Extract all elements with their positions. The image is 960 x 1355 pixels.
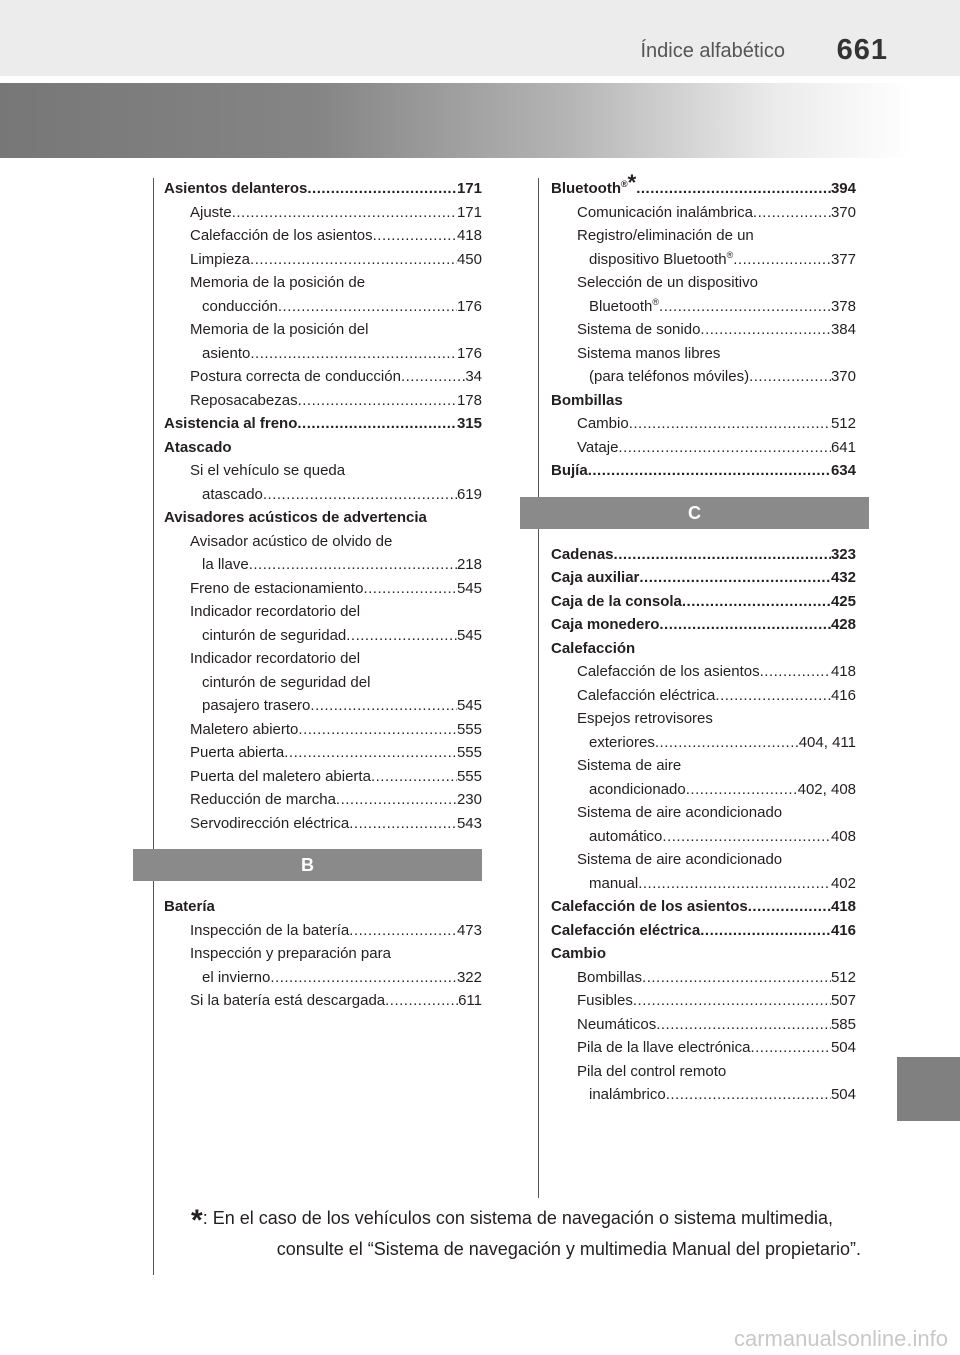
dot-leader <box>349 812 457 836</box>
registered-mark: ® <box>620 179 628 189</box>
entry-term: Postura correcta de conducción <box>190 368 401 385</box>
index-entry[interactable] <box>551 248 856 272</box>
index-heading: Indicador recordatorio del <box>190 603 361 620</box>
index-entry[interactable] <box>551 660 856 684</box>
index-entry[interactable] <box>164 224 482 248</box>
dot-leader <box>633 989 831 1013</box>
entry-page: 555 <box>456 767 482 785</box>
index-heading: Sistema de aire acondicionado <box>577 804 783 821</box>
entry-term: automático <box>589 827 663 845</box>
index-heading: Pila del control remoto <box>577 1062 727 1080</box>
index-heading: Avisadores acústicos de advertencia <box>164 509 427 526</box>
index-entry[interactable] <box>551 731 856 755</box>
entry-term: Limpieza <box>190 250 251 268</box>
index-heading: Sistema manos libres <box>577 344 721 362</box>
entry-page: 428 <box>830 616 856 633</box>
entry-term: Asistencia al freno <box>164 415 298 432</box>
index-entry[interactable] <box>164 812 482 836</box>
entry-page: 171 <box>456 180 482 197</box>
dot-leader <box>753 201 831 225</box>
entry-page: 416 <box>830 921 856 939</box>
entry-page: 585 <box>830 1015 856 1033</box>
index-entry[interactable] <box>551 872 856 896</box>
dot-leader <box>715 684 831 708</box>
entry-page: 378 <box>830 297 856 315</box>
entry-term: Puerta del maletero abierta <box>190 767 371 785</box>
index-entry[interactable] <box>164 177 482 201</box>
index-heading: Selección de un dispositivo <box>577 274 758 291</box>
dot-leader <box>373 224 457 248</box>
index-entry[interactable] <box>164 483 482 507</box>
entry-page: 473 <box>456 921 482 939</box>
entry-page: 370 <box>830 368 856 385</box>
entry-page: 370 <box>830 203 856 221</box>
index-entry[interactable] <box>164 694 482 718</box>
index-entry[interactable] <box>164 765 482 789</box>
entry-term: acondicionado <box>589 780 686 798</box>
index-heading: cinturón de seguridad del <box>202 673 371 691</box>
entry-term: Cadenas <box>551 545 614 563</box>
index-entry[interactable] <box>551 989 856 1013</box>
dot-leader <box>250 248 457 272</box>
dot-leader <box>642 966 831 990</box>
entry-page: 230 <box>456 791 482 808</box>
registered-mark: ® <box>652 296 660 307</box>
entry-page: 504 <box>830 1039 856 1056</box>
entry-term: asiento <box>202 344 251 362</box>
entry-page: 611 <box>458 992 482 1009</box>
index-heading: Registro/eliminación de un <box>577 227 754 244</box>
footnote-star: * <box>627 170 637 195</box>
index-entry[interactable] <box>551 778 856 802</box>
dot-leader <box>639 566 831 590</box>
index-entry[interactable] <box>551 566 856 590</box>
dot-leader <box>750 1036 831 1060</box>
index-entry[interactable] <box>551 1083 856 1107</box>
entry-page: 176 <box>456 344 482 362</box>
index-heading: Cambio <box>551 945 607 962</box>
index-entry[interactable] <box>551 201 856 225</box>
entry-term: manual <box>589 874 639 892</box>
entry-term: Servodirección eléctrica <box>190 814 350 832</box>
entry-page: 507 <box>830 992 856 1009</box>
dot-leader <box>270 966 457 990</box>
entry-term: cinturón de seguridad <box>202 626 347 644</box>
dot-leader <box>629 412 831 436</box>
index-entry[interactable] <box>551 459 856 483</box>
dot-leader <box>310 694 457 718</box>
entry-page: 315 <box>456 415 482 432</box>
dot-leader <box>749 365 831 389</box>
page-number: 661 <box>836 34 888 66</box>
index-entry[interactable] <box>164 966 482 990</box>
entry-page: 512 <box>830 968 856 986</box>
entry-term: Ajuste <box>190 203 232 221</box>
index-entry[interactable] <box>164 295 482 319</box>
entry-term: conducción <box>202 297 278 315</box>
index-block-c <box>551 543 856 1107</box>
dot-leader <box>249 553 457 577</box>
column-rule-left <box>153 178 154 1275</box>
dot-leader <box>298 389 457 413</box>
entry-page: 450 <box>456 250 482 268</box>
index-entry[interactable] <box>551 365 856 389</box>
entry-term: Comunicación inalámbrica <box>577 203 753 221</box>
entry-page: 323 <box>830 545 856 563</box>
entry-page: 555 <box>456 744 482 761</box>
entry-term: pasajero trasero <box>202 697 311 714</box>
index-entry[interactable] <box>551 412 856 436</box>
index-column-left <box>164 177 482 1013</box>
entry-term: Calefacción eléctrica <box>577 686 716 704</box>
entry-page: 634 <box>830 462 856 479</box>
footnote-line-2: consulte el “Sistema de navegación y multimedia Manual del propietario”. <box>276 1239 861 1259</box>
entry-term: Cambio <box>577 415 629 432</box>
index-entry[interactable] <box>164 577 482 601</box>
index-heading: Inspección y preparación para <box>190 945 391 962</box>
entry-term: Caja monedero <box>551 616 660 633</box>
index-entry[interactable] <box>551 825 856 849</box>
section-header-b: B <box>133 849 482 881</box>
entry-page: 545 <box>456 626 482 644</box>
chapter-side-tab <box>897 1057 960 1121</box>
entry-term: (para teléfonos móviles) <box>589 368 750 385</box>
entry-term: Asientos delanteros <box>164 180 308 197</box>
index-entry[interactable] <box>164 989 482 1013</box>
index-entry-bluetooth[interactable] <box>551 170 856 201</box>
entry-page: 418 <box>830 663 856 680</box>
dot-leader <box>385 989 458 1013</box>
entry-term: Sistema de sonido <box>577 321 701 338</box>
index-heading: Espejos retrovisores <box>577 710 713 727</box>
dot-leader <box>588 459 831 483</box>
entry-page: 619 <box>456 485 482 503</box>
dot-leader <box>263 483 457 507</box>
entry-page: 512 <box>830 415 856 432</box>
entry-term: Bujía <box>551 462 588 479</box>
index-entry[interactable] <box>164 741 482 765</box>
index-entry[interactable] <box>551 919 856 943</box>
entry-page: 218 <box>456 556 482 573</box>
dot-leader <box>618 436 831 460</box>
index-entry[interactable] <box>551 295 856 319</box>
entry-term: Bluetooth <box>589 297 653 315</box>
index-heading: Atascado <box>164 438 232 456</box>
index-heading: Si el vehículo se queda <box>190 462 346 479</box>
dot-leader <box>700 318 831 342</box>
entry-term: Reposacabezas <box>190 391 298 409</box>
dot-leader <box>298 718 457 742</box>
entry-page: 432 <box>830 569 856 586</box>
dot-leader <box>307 177 457 201</box>
entry-term: Bombillas <box>577 968 643 986</box>
index-entry[interactable] <box>164 365 482 389</box>
footnote-line-1: : En el caso de los vehículos con sistema de navegación o sistema multimedia, <box>202 1208 834 1228</box>
registered-mark: ® <box>726 249 734 260</box>
index-entry[interactable] <box>551 590 856 614</box>
entry-term: Pila de la llave electrónica <box>577 1039 751 1056</box>
entry-page: 418 <box>456 227 482 244</box>
index-heading: Memoria de la posición de <box>190 274 366 291</box>
section-header-c: C <box>520 497 869 529</box>
index-entry[interactable] <box>164 718 482 742</box>
index-entry[interactable] <box>164 624 482 648</box>
dot-leader <box>297 412 457 436</box>
entry-term: Maletero abierto <box>190 720 299 738</box>
index-block-b <box>164 895 482 1013</box>
index-heading: Sistema de aire <box>577 757 682 774</box>
entry-term: Reducción de marcha <box>190 791 336 808</box>
entry-page: 545 <box>456 697 482 714</box>
entry-term: Inspección de la batería <box>190 921 350 939</box>
entry-term: Bluetooth <box>551 180 621 197</box>
index-entry[interactable] <box>551 436 856 460</box>
entry-term: Neumáticos <box>577 1015 657 1033</box>
footnote-star-icon: * <box>191 1204 203 1237</box>
entry-page: 425 <box>830 592 856 610</box>
entry-page: 176 <box>456 297 482 315</box>
dot-leader <box>336 788 457 812</box>
entry-term: Freno de estacionamiento <box>190 579 364 597</box>
entry-page: 555 <box>456 720 482 738</box>
entry-page: 404, 411 <box>798 733 856 751</box>
index-entry[interactable] <box>164 919 482 943</box>
entry-term: Caja de la consola <box>551 592 682 610</box>
dot-leader <box>349 919 457 943</box>
dot-leader <box>748 895 831 919</box>
column-rule-middle <box>538 178 539 1198</box>
dot-leader <box>614 543 831 567</box>
dot-leader <box>371 765 457 789</box>
index-entry[interactable] <box>551 543 856 567</box>
entry-term: Fusibles <box>577 992 633 1009</box>
entry-term: Calefacción de los asientos <box>577 663 760 680</box>
entry-page: 394 <box>830 180 856 197</box>
dot-leader <box>363 577 457 601</box>
index-entry[interactable] <box>164 342 482 366</box>
entry-page: 171 <box>456 203 482 221</box>
entry-term: exteriores <box>589 733 655 751</box>
index-entry[interactable] <box>551 1036 856 1060</box>
entry-page: 384 <box>830 321 856 338</box>
dot-leader <box>686 778 798 802</box>
page-header-band <box>0 0 960 76</box>
index-entry[interactable] <box>164 389 482 413</box>
dot-leader <box>250 342 457 366</box>
index-block-a <box>164 177 482 835</box>
entry-term: Calefacción eléctrica <box>551 921 701 939</box>
dot-leader <box>733 248 831 272</box>
index-entry[interactable] <box>551 895 856 919</box>
entry-page: 504 <box>830 1086 856 1103</box>
dot-leader <box>232 201 457 225</box>
entry-term: la llave <box>202 556 249 573</box>
index-block-bluetooth <box>551 201 856 483</box>
entry-page: 402, 408 <box>797 780 856 798</box>
index-heading: Memoria de la posición del <box>190 321 369 338</box>
dot-leader <box>666 1083 831 1107</box>
entry-page: 178 <box>456 391 482 409</box>
index-heading: Bombillas <box>551 391 623 409</box>
entry-page: 641 <box>830 438 856 456</box>
index-heading: Sistema de aire acondicionado <box>577 851 783 868</box>
index-entry[interactable] <box>551 613 856 637</box>
dot-leader <box>659 613 831 637</box>
entry-page: 34 <box>465 368 482 385</box>
index-heading: Calefacción <box>551 639 636 657</box>
watermark: carmanualsonline.info <box>733 1326 948 1351</box>
index-entry[interactable] <box>164 412 482 436</box>
dot-leader <box>659 295 831 319</box>
index-heading: Indicador recordatorio del <box>190 650 361 667</box>
entry-term: Calefacción de los asientos <box>190 227 373 244</box>
index-entry[interactable] <box>164 788 482 812</box>
entry-page: 408 <box>830 827 856 845</box>
entry-term: inalámbrico <box>589 1086 666 1103</box>
dot-leader <box>346 624 457 648</box>
entry-page: 377 <box>830 250 856 268</box>
entry-term: Calefacción de los asientos <box>551 898 748 915</box>
page-header-title: Índice alfabético <box>640 40 785 62</box>
dot-leader <box>662 825 831 849</box>
entry-page: 322 <box>456 968 482 986</box>
index-entry[interactable] <box>551 318 856 342</box>
dot-leader <box>636 177 831 201</box>
entry-term: el invierno <box>202 968 271 986</box>
dot-leader <box>638 872 831 896</box>
entry-page: 416 <box>830 686 856 704</box>
dot-leader <box>284 741 457 765</box>
index-column-right <box>551 170 856 1107</box>
entry-page: 545 <box>456 579 482 597</box>
index-entry[interactable] <box>164 248 482 272</box>
index-entry[interactable] <box>551 966 856 990</box>
dot-leader <box>700 919 831 943</box>
index-entry[interactable] <box>551 1013 856 1037</box>
dot-leader <box>682 590 831 614</box>
dot-leader <box>401 365 465 389</box>
dot-leader <box>656 1013 831 1037</box>
entry-term: Si la batería está descargada <box>190 992 386 1009</box>
header-gradient-bar <box>0 83 912 158</box>
dot-leader <box>655 731 799 755</box>
entry-term: Vataje <box>577 438 619 456</box>
entry-term: dispositivo Bluetooth <box>589 250 727 268</box>
entry-page: 402 <box>830 874 856 892</box>
index-entry[interactable] <box>164 553 482 577</box>
dot-leader <box>278 295 457 319</box>
entry-page: 418 <box>830 898 856 915</box>
index-heading: Avisador acústico de olvido de <box>190 532 393 550</box>
entry-term: atascado <box>202 485 263 503</box>
index-entry[interactable] <box>551 684 856 708</box>
entry-page: 543 <box>456 814 482 832</box>
entry-term: Caja auxiliar <box>551 569 640 586</box>
footnote <box>191 1204 861 1260</box>
dot-leader <box>760 660 831 684</box>
entry-term: Puerta abierta <box>190 744 285 761</box>
index-entry[interactable] <box>164 201 482 225</box>
index-heading: Batería <box>164 898 215 915</box>
